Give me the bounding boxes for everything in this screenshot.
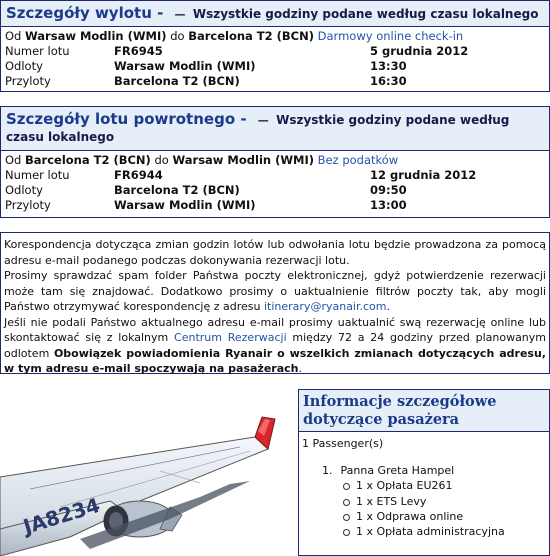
- route-prefix: Od: [5, 153, 22, 167]
- airplane-wing-image: [0, 389, 296, 556]
- row-value-2: 16:30: [370, 74, 407, 88]
- row-value: Warsaw Modlin (WMI): [114, 59, 256, 73]
- correspondence-info-box: [0, 232, 550, 374]
- info-paragraph-2: [4, 268, 546, 315]
- info-text: między 72 a 24 godziny przed planowanym odlotem: [4, 331, 547, 360]
- row-value-2: 13:00: [370, 198, 407, 212]
- passenger-fees-list: [307, 478, 549, 539]
- return-details-box: [0, 106, 550, 218]
- passenger-count: 1 Passenger(s): [302, 437, 384, 450]
- header-dash: —: [166, 8, 190, 21]
- registration-text: JA8234: [20, 492, 103, 539]
- row-value: FR6944: [114, 168, 163, 182]
- online-checkin-link[interactable]: Darmowy online check-in: [317, 29, 464, 43]
- route-mid: do: [170, 29, 185, 43]
- info-paragraph-3: [4, 315, 546, 377]
- route-to: Barcelona T2 (BCN): [188, 29, 314, 43]
- outbound-title: Szczegóły wylotu -: [6, 4, 164, 22]
- info-text-end: .: [298, 362, 302, 375]
- fee-item: 1 x ETS Levy: [341, 494, 549, 509]
- passenger-number: 1.: [322, 464, 333, 477]
- passenger-details-box: [298, 389, 550, 556]
- passenger-name: Panna Greta Hampel: [340, 464, 455, 477]
- info-text-end: .: [386, 300, 390, 313]
- return-subtitle: Wszystkie godziny podane według czasu lokalnego: [6, 113, 510, 144]
- outbound-row-departure: [1, 59, 549, 74]
- fee-item: 1 x Odprawa online: [341, 509, 549, 524]
- outbound-details-box: [0, 0, 550, 92]
- return-row-flight-number: [1, 168, 549, 183]
- passenger-name-row: [307, 463, 549, 478]
- row-value: FR6945: [114, 44, 163, 58]
- route-mid: do: [154, 153, 169, 167]
- row-label: Przyloty: [5, 74, 51, 88]
- info-bold-notice: Obowiązek powiadomienia Ryanair o wszelkich zmianach dotyczących adresu, w tym adresu e-mail spoczywają na pasażerach: [4, 346, 546, 375]
- route-from: Warsaw Modlin (WMI): [25, 29, 167, 43]
- row-label: Przyloty: [5, 198, 51, 212]
- row-value: Barcelona T2 (BCN): [114, 74, 240, 88]
- outbound-subtitle: Wszystkie godziny podane według czasu lokalnego: [192, 7, 539, 21]
- fee-item: 1 x Opłata EU261: [341, 478, 549, 493]
- booking-centre-link[interactable]: Centrum Rezerwacji: [174, 331, 287, 344]
- row-label: Numer lotu: [5, 168, 70, 182]
- header-dash: —: [250, 114, 273, 127]
- itinerary-email-link[interactable]: itinerary@ryanair.com: [263, 300, 387, 313]
- route-prefix: Od: [5, 29, 22, 43]
- return-row-arrival: [1, 198, 549, 213]
- fee-item: 1 x Opłata administracyjna: [341, 524, 549, 539]
- airplane-wing-illustration: [0, 389, 296, 556]
- route-from: Barcelona T2 (BCN): [25, 153, 151, 167]
- no-taxes-link[interactable]: Bez podatków: [317, 153, 399, 167]
- info-text: Prosimy sprawdzać spam folder Państwa poczty elektronicznej, gdyż potwierdzenie rezerwacji może tam się znajdować. Dodatkowo prosimy o uaktualnienie filtrów poczty tak, aby mogli Państwo otrzymywać korespondencję z adresu: [4, 269, 546, 313]
- outbound-header: [1, 1, 549, 27]
- row-label: Numer lotu: [5, 44, 70, 58]
- route-to: Warsaw Modlin (WMI): [172, 153, 314, 167]
- info-text: Jeśli nie podali Państwo aktualnego adresu e-mail prosimy uaktualnić swą rezerwację online lub skontaktować się z lokalnym: [4, 315, 546, 344]
- outbound-route: [1, 27, 549, 44]
- return-row-departure: [1, 183, 549, 198]
- row-value: Barcelona T2 (BCN): [114, 183, 240, 197]
- passenger-title: Informacje szczegółowe dotyczące pasażera: [303, 393, 497, 428]
- return-title: Szczegóły lotu powrotnego -: [6, 110, 247, 128]
- row-value-2: 09:50: [370, 183, 407, 197]
- outbound-row-flight-number: [1, 44, 549, 59]
- return-header: [1, 107, 549, 151]
- row-value-2: 12 grudnia 2012: [370, 168, 477, 182]
- passenger-header: [299, 390, 549, 432]
- info-paragraph-1: Korespondencja dotycząca zmian godzin lotów lub odwołania lotu będzie prowadzona za pomocą adresu e-mail podanego podczas dokonywania rezerwacji lotu.: [4, 238, 546, 267]
- row-value-2: 5 grudnia 2012: [370, 44, 469, 58]
- row-label: Odloty: [5, 59, 43, 73]
- row-value: Warsaw Modlin (WMI): [114, 198, 256, 212]
- row-value-2: 13:30: [370, 59, 407, 73]
- row-label: Odloty: [5, 183, 43, 197]
- return-route: [1, 151, 549, 168]
- outbound-row-arrival: [1, 74, 549, 89]
- passenger-list: [299, 450, 549, 539]
